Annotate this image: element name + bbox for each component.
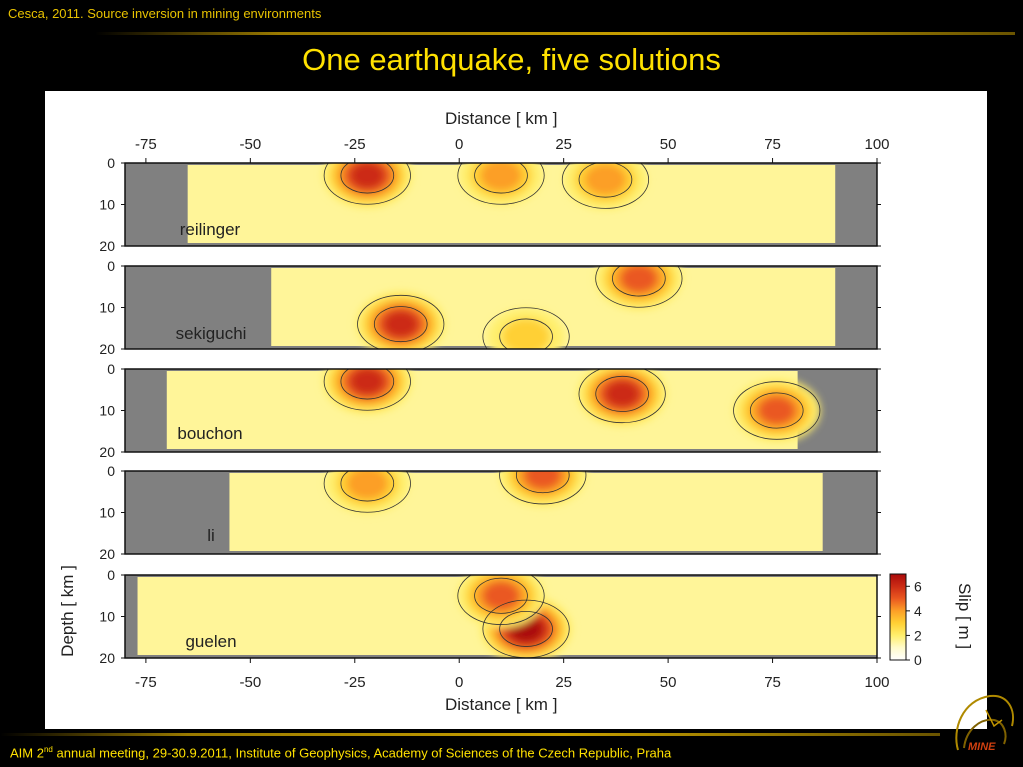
figure-canvas <box>45 91 987 729</box>
citation-header: Cesca, 2011. Source inversion in mining environments <box>8 6 322 21</box>
slip-peak <box>350 368 384 394</box>
panel-label-li: li <box>207 526 215 545</box>
slip-peak <box>384 311 418 337</box>
x-tick-label-bottom: -75 <box>135 674 157 691</box>
x-tick-label-top: 50 <box>659 136 677 153</box>
slip-peak <box>585 164 626 195</box>
x-tick-label-bottom: -25 <box>343 674 366 691</box>
x-tick-label-bottom: 50 <box>659 674 677 691</box>
depth-tick-label: 0 <box>107 463 115 479</box>
depth-tick-label: 10 <box>99 299 115 316</box>
mine-logo <box>950 690 1020 762</box>
depth-tick-label: 0 <box>107 258 115 274</box>
x-tick-label-bottom: -50 <box>239 674 262 691</box>
x-tick-label-bottom: 100 <box>864 674 890 691</box>
panel-label-guelen: guelen <box>185 632 237 651</box>
x-tick-label-top: 100 <box>864 136 890 153</box>
depth-tick-label: 0 <box>107 567 115 583</box>
panel-label-bouchon: bouchon <box>177 424 243 443</box>
x-tick-label-top: -50 <box>239 136 262 153</box>
footer-divider <box>0 733 940 736</box>
slide-title: One earthquake, five solutions <box>302 42 721 77</box>
x-tick-label-bottom: 25 <box>555 674 573 691</box>
depth-tick-label: 0 <box>107 155 115 171</box>
depth-tick-label: 0 <box>107 361 115 377</box>
x-tick-label-top: -25 <box>343 136 366 153</box>
slip-peak <box>524 461 561 489</box>
slip-peak <box>620 264 657 292</box>
slip-peak <box>758 397 795 425</box>
panel-label-reilinger: reilinger <box>179 220 241 239</box>
colorbar-tick-label: 0 <box>914 652 922 668</box>
colorbar <box>890 574 906 660</box>
slip-panel-sekiguchi <box>121 246 881 365</box>
x-axis-label-bottom: Distance [ km ] <box>445 695 558 714</box>
slip-distribution-figure <box>45 91 987 729</box>
depth-tick-label: 10 <box>99 402 115 419</box>
footer-prefix: AIM 2 <box>10 745 44 761</box>
depth-tick-label: 10 <box>99 608 115 625</box>
x-tick-label-top: 0 <box>455 136 464 153</box>
slip-peak <box>347 468 388 499</box>
slip-peak <box>481 160 522 191</box>
x-axis-label-top: Distance [ km ] <box>445 109 558 128</box>
slip-peak <box>350 162 384 188</box>
x-tick-label-top: 25 <box>555 136 573 153</box>
y-axis-label: Depth [ km ] <box>58 565 77 657</box>
footer-superscript: nd <box>43 745 53 754</box>
slip-peak <box>605 381 639 407</box>
logo-text: MINE <box>968 741 996 753</box>
depth-tick-label: 20 <box>99 238 115 254</box>
colorbar-tick-label: 6 <box>914 578 922 595</box>
colorbar-tick-label: 2 <box>914 627 922 644</box>
x-tick-label-top: -75 <box>135 136 157 153</box>
depth-tick-label: 20 <box>99 650 115 666</box>
colorbar-label: Slip [ m ] <box>955 582 974 650</box>
depth-tick-label: 20 <box>99 546 115 562</box>
x-tick-label-bottom: 75 <box>764 674 781 691</box>
slip-panel-li <box>121 443 881 554</box>
depth-tick-label: 20 <box>99 341 115 357</box>
panel-label-sekiguchi: sekiguchi <box>175 324 247 343</box>
footer-suffix: annual meeting, 29-30.9.2011, Institute of Geophysics, Academy of Sciences of the Czech Republic, Praha <box>52 745 672 761</box>
depth-tick-label: 10 <box>99 196 115 213</box>
depth-tick-label: 20 <box>99 444 115 460</box>
colorbar-tick-label: 4 <box>914 602 922 619</box>
x-tick-label-top: 75 <box>764 136 781 153</box>
slip-region <box>167 371 798 449</box>
footer <box>10 745 671 760</box>
depth-tick-label: 10 <box>99 504 115 521</box>
header-divider <box>95 32 1015 35</box>
x-tick-label-bottom: 0 <box>455 674 464 691</box>
